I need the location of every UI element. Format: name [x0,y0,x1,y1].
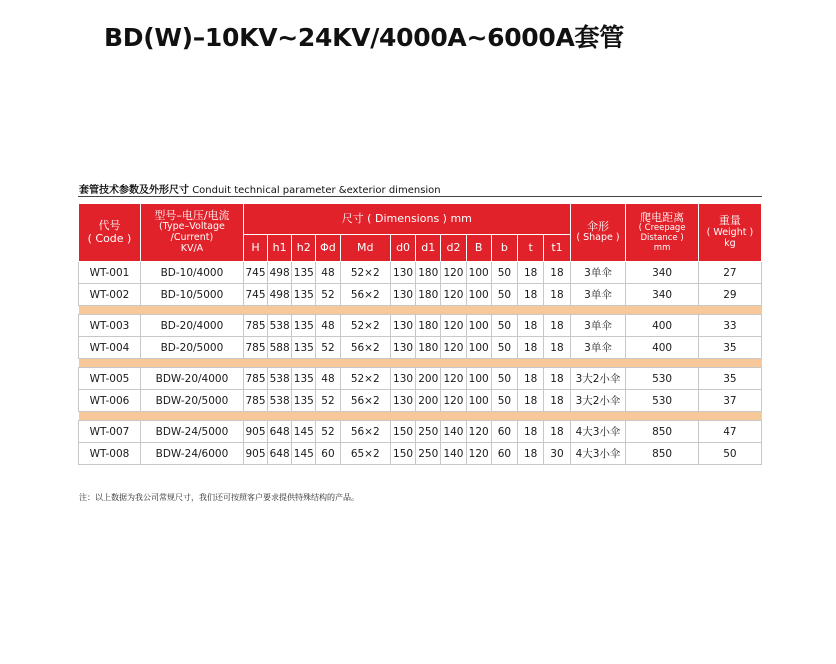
cell-dim-7: 120 [441,284,466,306]
cell-code: WT-007 [79,421,141,443]
cell-dim-3: 48 [316,315,340,337]
cell-creepage: 850 [626,421,698,443]
cell-dim-7: 120 [441,262,466,284]
page-title: BD(W)–10KV~24KV/4000A~6000A套管 [104,23,624,52]
cell-dim-6: 180 [416,284,441,306]
cell-type: BDW-24/5000 [140,421,243,443]
cell-dim-8: 100 [466,337,491,359]
cell-shape: 4大3小伞 [570,421,626,443]
cell-creepage: 530 [626,390,698,412]
group-separator [79,306,762,315]
cell-dim-10: 18 [518,368,544,390]
cell-code: WT-003 [79,315,141,337]
header-dim-9: b [491,235,517,262]
section-title [79,181,441,196]
cell-dim-0: 745 [243,284,267,306]
header-weight: 重量 ( Weight ) kg [698,204,761,262]
cell-dim-7: 140 [441,443,466,465]
cell-dim-8: 120 [466,421,491,443]
cell-dim-1: 538 [268,368,292,390]
cell-dim-2: 135 [292,262,316,284]
cell-dim-6: 200 [416,368,441,390]
cell-shape: 3单伞 [570,262,626,284]
cell-code: WT-008 [79,443,141,465]
cell-dim-9: 60 [491,443,517,465]
cell-dim-5: 130 [390,390,415,412]
cell-code: WT-006 [79,390,141,412]
cell-dim-0: 745 [243,262,267,284]
cell-shape: 3大2小伞 [570,390,626,412]
cell-dim-7: 120 [441,337,466,359]
cell-dim-10: 18 [518,262,544,284]
cell-dim-3: 52 [316,337,340,359]
header-creepage: 爬电距离 ( Creepage Distance ) mm [626,204,698,262]
cell-type: BD-10/5000 [140,284,243,306]
cell-dim-4: 65×2 [340,443,390,465]
cell-dim-1: 498 [268,262,292,284]
table-row [79,284,762,306]
cell-weight: 37 [698,390,761,412]
cell-dim-3: 48 [316,262,340,284]
cell-dim-6: 180 [416,262,441,284]
header-dim-4: Md [340,235,390,262]
spec-table [78,203,762,465]
cell-dim-6: 200 [416,390,441,412]
section-divider [78,196,762,197]
cell-dim-2: 145 [292,421,316,443]
cell-creepage: 340 [626,284,698,306]
header-dimensions: 尺寸 ( Dimensions ) mm [243,204,570,235]
cell-weight: 27 [698,262,761,284]
cell-dim-7: 120 [441,368,466,390]
cell-dim-10: 18 [518,390,544,412]
cell-dim-2: 135 [292,337,316,359]
table-row [79,262,762,284]
cell-dim-10: 18 [518,443,544,465]
header-dim-8: B [466,235,491,262]
cell-shape: 3单伞 [570,284,626,306]
table-row [79,421,762,443]
cell-weight: 47 [698,421,761,443]
cell-dim-6: 250 [416,421,441,443]
cell-dim-5: 130 [390,315,415,337]
cell-dim-5: 130 [390,337,415,359]
group-separator-cell [79,359,762,368]
header-dim-2: h2 [292,235,316,262]
cell-weight: 29 [698,284,761,306]
cell-dim-1: 588 [268,337,292,359]
cell-code: WT-004 [79,337,141,359]
cell-dim-4: 52×2 [340,315,390,337]
cell-dim-7: 120 [441,315,466,337]
cell-dim-6: 180 [416,337,441,359]
header-code: 代号 ( Code ) [79,204,141,262]
header-dim-1: h1 [268,235,292,262]
cell-dim-11: 18 [544,262,570,284]
cell-weight: 33 [698,315,761,337]
cell-type: BDW-24/6000 [140,443,243,465]
cell-dim-2: 135 [292,315,316,337]
footnote: 注：以上数据为我公司常规尺寸，我们还可按照客户要求提供特殊结构的产品。 [79,493,359,502]
header-type: 型号–电压/电流 (Type–Voltage /Current) KV/A [140,204,243,262]
cell-type: BDW-20/4000 [140,368,243,390]
cell-dim-9: 50 [491,368,517,390]
cell-dim-10: 18 [518,315,544,337]
cell-dim-1: 648 [268,443,292,465]
group-separator [79,359,762,368]
table-row [79,390,762,412]
cell-dim-10: 18 [518,337,544,359]
spec-table-body [79,262,762,465]
cell-weight: 50 [698,443,761,465]
cell-dim-9: 50 [491,315,517,337]
cell-dim-4: 56×2 [340,421,390,443]
cell-dim-3: 52 [316,284,340,306]
section-title-zh: 套管技术参数及外形尺寸 [79,185,189,196]
cell-dim-4: 52×2 [340,262,390,284]
cell-creepage: 850 [626,443,698,465]
cell-dim-2: 145 [292,443,316,465]
cell-dim-6: 250 [416,443,441,465]
cell-dim-0: 785 [243,315,267,337]
section-title-en: Conduit technical parameter &exterior dimension [192,185,441,196]
cell-dim-5: 130 [390,262,415,284]
cell-dim-9: 60 [491,421,517,443]
header-dim-3: Φd [316,235,340,262]
cell-dim-0: 785 [243,337,267,359]
cell-dim-3: 52 [316,390,340,412]
cell-dim-0: 785 [243,368,267,390]
cell-dim-1: 538 [268,390,292,412]
table-row [79,337,762,359]
cell-dim-6: 180 [416,315,441,337]
cell-dim-11: 18 [544,337,570,359]
cell-dim-0: 905 [243,443,267,465]
cell-creepage: 340 [626,262,698,284]
cell-dim-9: 50 [491,337,517,359]
cell-dim-8: 100 [466,284,491,306]
cell-dim-11: 18 [544,421,570,443]
cell-shape: 3单伞 [570,337,626,359]
cell-dim-9: 50 [491,390,517,412]
cell-dim-11: 18 [544,390,570,412]
cell-dim-2: 135 [292,368,316,390]
cell-code: WT-005 [79,368,141,390]
header-dim-6: d1 [416,235,441,262]
cell-shape: 4大3小伞 [570,443,626,465]
cell-weight: 35 [698,337,761,359]
cell-dim-8: 100 [466,368,491,390]
cell-code: WT-001 [79,262,141,284]
group-separator-cell [79,306,762,315]
cell-weight: 35 [698,368,761,390]
cell-dim-3: 52 [316,421,340,443]
cell-dim-7: 140 [441,421,466,443]
group-separator [79,412,762,421]
cell-dim-1: 498 [268,284,292,306]
cell-type: BD-20/5000 [140,337,243,359]
cell-dim-10: 18 [518,284,544,306]
cell-creepage: 400 [626,315,698,337]
cell-dim-4: 56×2 [340,284,390,306]
cell-dim-9: 50 [491,284,517,306]
cell-dim-5: 130 [390,284,415,306]
cell-shape: 3大2小伞 [570,368,626,390]
cell-dim-3: 48 [316,368,340,390]
cell-dim-1: 648 [268,421,292,443]
table-row [79,315,762,337]
cell-dim-8: 100 [466,262,491,284]
cell-dim-0: 905 [243,421,267,443]
header-dim-5: d0 [390,235,415,262]
cell-dim-5: 130 [390,368,415,390]
cell-dim-3: 60 [316,443,340,465]
cell-dim-11: 18 [544,368,570,390]
cell-dim-0: 785 [243,390,267,412]
table-row [79,368,762,390]
header-dim-7: d2 [441,235,466,262]
cell-type: BDW-20/5000 [140,390,243,412]
group-separator-cell [79,412,762,421]
header-dim-11: t1 [544,235,570,262]
cell-dim-5: 150 [390,443,415,465]
header-dim-10: t [518,235,544,262]
cell-code: WT-002 [79,284,141,306]
header-dim-0: H [243,235,267,262]
cell-creepage: 530 [626,368,698,390]
cell-dim-4: 56×2 [340,337,390,359]
cell-dim-9: 50 [491,262,517,284]
cell-dim-4: 56×2 [340,390,390,412]
header-shape: 伞形 ( Shape ) [570,204,626,262]
cell-dim-7: 120 [441,390,466,412]
cell-creepage: 400 [626,337,698,359]
cell-dim-4: 52×2 [340,368,390,390]
cell-shape: 3单伞 [570,315,626,337]
cell-dim-2: 135 [292,390,316,412]
cell-dim-11: 30 [544,443,570,465]
cell-dim-11: 18 [544,315,570,337]
cell-dim-5: 150 [390,421,415,443]
cell-dim-11: 18 [544,284,570,306]
cell-dim-8: 120 [466,443,491,465]
cell-type: BD-10/4000 [140,262,243,284]
cell-dim-8: 100 [466,390,491,412]
cell-dim-2: 135 [292,284,316,306]
cell-dim-1: 538 [268,315,292,337]
table-row [79,443,762,465]
cell-type: BD-20/4000 [140,315,243,337]
cell-dim-10: 18 [518,421,544,443]
cell-dim-8: 100 [466,315,491,337]
